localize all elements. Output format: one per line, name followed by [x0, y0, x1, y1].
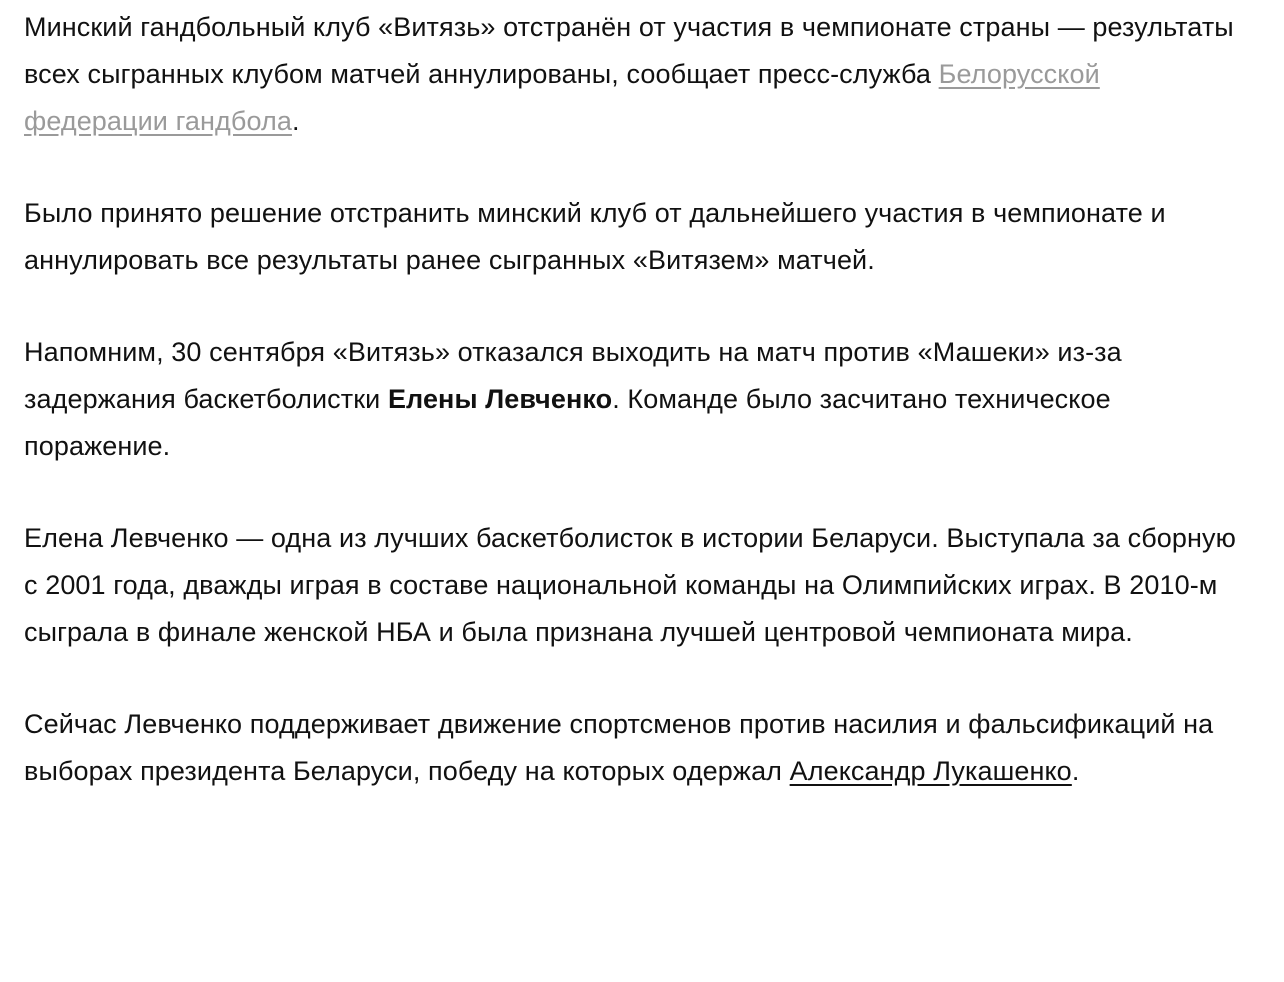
paragraph-1-text-before: Минский гандбольный клуб «Витязь» отстранён от участия в чемпионате страны — результаты всех сыгранных клубом матчей аннулированы, сообщает пресс-служба — [24, 12, 1234, 89]
paragraph-5-text-after: . — [1071, 756, 1080, 786]
paragraph-1 — [24, 4, 1244, 145]
paragraph-4 — [24, 515, 1244, 656]
paragraph-2-text: Было принято решение отстранить минский клуб от дальнейшего участия в чемпионате и аннулировать все результаты ранее сыгранных «Витязем» матчей. — [24, 198, 1166, 275]
paragraph-5 — [24, 701, 1244, 795]
paragraph-3 — [24, 329, 1244, 470]
link-handball-federation[interactable]: Белорусской федерации гандбола — [24, 59, 1100, 136]
paragraph-1-text-after: . — [291, 106, 300, 136]
paragraph-3-text-after: . Команде было засчитано техническое поражение. — [24, 384, 1111, 461]
paragraph-4-text: Елена Левченко — одна из лучших баскетболисток в истории Беларуси. Выступала за сборную с 2001 года, дважды играя в составе национальной команды на Олимпийских играх. В 2010-м сыграла в финале женской НБА и была признана лучшей центровой чемпионата мира. — [24, 523, 1236, 647]
paragraph-3-text-before: Напомним, 30 сентября «Витязь» отказался выходить на матч против «Машеки» из-за задержания баскетболистки — [24, 337, 1122, 414]
person-name-elena-levchenko: Елены Левченко — [387, 384, 613, 414]
paragraph-2 — [24, 190, 1244, 284]
link-alexander-lukashenko[interactable]: Александр Лукашенко — [789, 756, 1072, 786]
paragraph-5-text-before: Сейчас Левченко поддерживает движение спортсменов против насилия и фальсификаций на выборах президента Беларуси, победу на которых одержал — [24, 709, 1214, 786]
